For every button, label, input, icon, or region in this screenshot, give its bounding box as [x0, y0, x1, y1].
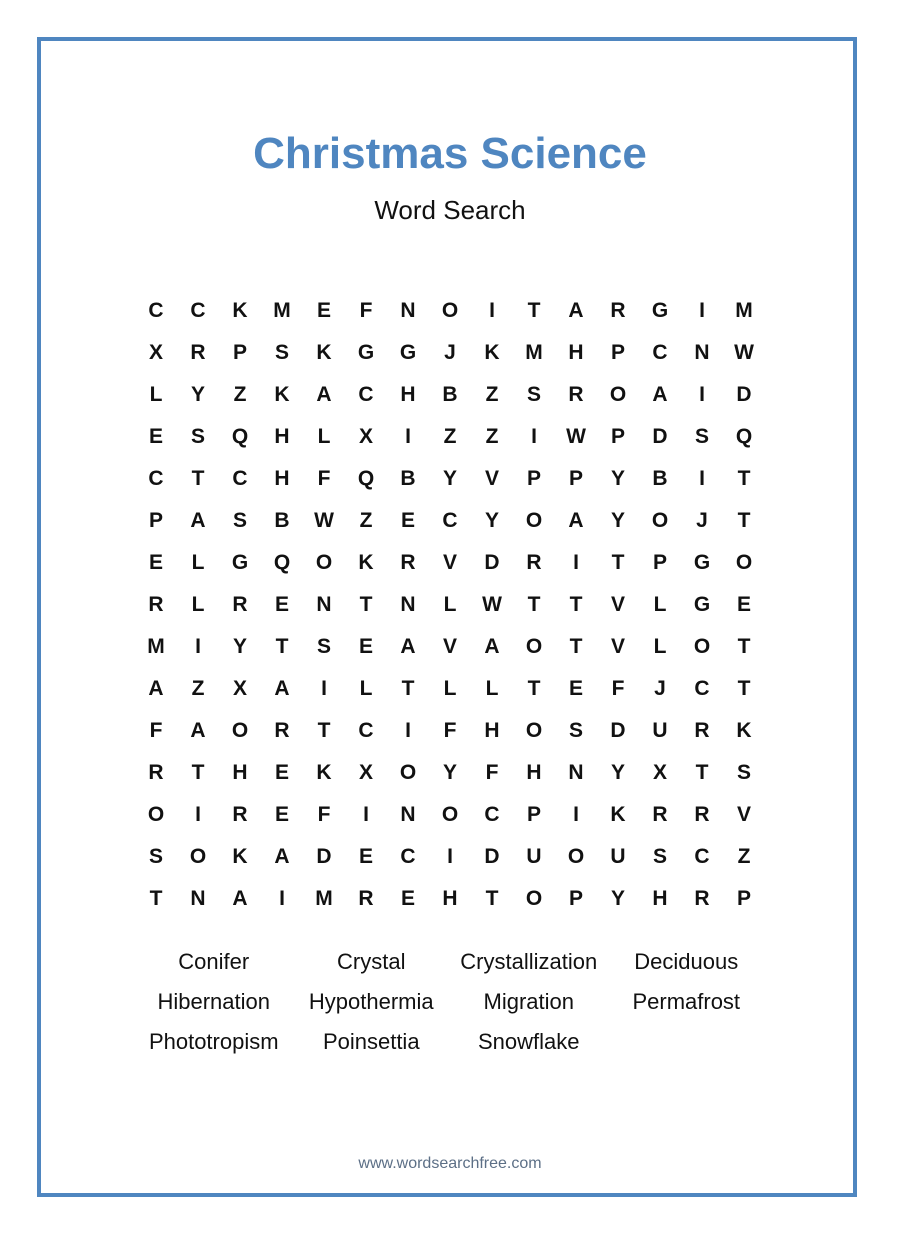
grid-cell[interactable]: S [652, 845, 667, 868]
grid-cell[interactable]: K [316, 761, 332, 784]
grid-cell[interactable]: H [274, 425, 290, 448]
grid-cell[interactable]: P [148, 509, 163, 532]
grid-cell[interactable]: Y [442, 467, 457, 490]
grid-cell[interactable]: P [610, 425, 625, 448]
grid-cell[interactable]: E [400, 509, 415, 532]
grid-cell[interactable]: R [190, 341, 206, 364]
grid-cell[interactable]: Y [442, 761, 457, 784]
grid-cell[interactable]: E [274, 761, 289, 784]
grid-cell[interactable]: O [567, 845, 585, 868]
grid-cell[interactable]: I [699, 299, 705, 322]
grid-cell[interactable]: F [443, 719, 457, 742]
grid-row [135, 668, 765, 710]
grid-cell[interactable]: N [400, 299, 416, 322]
grid-cell[interactable]: A [400, 635, 416, 658]
grid-cell[interactable]: S [316, 635, 331, 658]
grid-cell[interactable]: C [442, 509, 458, 532]
grid-cell[interactable]: M [147, 635, 165, 658]
grid-cell[interactable]: P [526, 803, 541, 826]
grid-cell[interactable]: B [274, 509, 290, 532]
grid-cell[interactable]: C [694, 677, 710, 700]
word-list-item: Deciduous [634, 949, 739, 974]
grid-cell[interactable]: T [191, 761, 205, 784]
grid-cell[interactable]: C [148, 299, 164, 322]
word-list-row [135, 1022, 765, 1062]
grid-cell[interactable]: C [484, 803, 500, 826]
grid-cell[interactable]: I [279, 887, 285, 910]
grid-cell[interactable]: T [611, 551, 625, 574]
grid-cell[interactable]: T [527, 299, 541, 322]
grid-cell[interactable]: T [275, 635, 289, 658]
grid-cell[interactable]: P [568, 887, 583, 910]
grid-cell[interactable]: I [405, 425, 411, 448]
grid-cell[interactable]: C [400, 845, 416, 868]
grid-cell[interactable]: M [315, 887, 333, 910]
grid-cell[interactable]: B [652, 467, 668, 490]
grid-cell[interactable]: P [568, 467, 583, 490]
grid-cell[interactable]: Z [443, 425, 457, 448]
grid-cell[interactable]: T [737, 467, 751, 490]
grid-cell[interactable]: Y [610, 509, 625, 532]
grid-cell[interactable]: R [694, 719, 710, 742]
grid-cell[interactable]: K [736, 719, 752, 742]
grid-cell[interactable]: L [359, 677, 373, 700]
grid-cell[interactable]: B [400, 467, 416, 490]
grid-cell[interactable]: H [274, 467, 290, 490]
grid-cell[interactable]: N [316, 593, 332, 616]
grid-cell[interactable]: S [232, 509, 247, 532]
grid-cell[interactable]: Z [191, 677, 205, 700]
grid-cell[interactable]: R [232, 593, 248, 616]
grid-cell[interactable]: W [482, 593, 502, 616]
grid-row [135, 584, 765, 626]
grid-cell[interactable]: W [734, 341, 754, 364]
grid-cell[interactable]: O [609, 383, 627, 406]
grid-cell[interactable]: Z [737, 845, 751, 868]
grid-cell[interactable]: R [148, 761, 164, 784]
grid-cell[interactable]: O [189, 845, 207, 868]
grid-cell[interactable]: A [568, 509, 584, 532]
grid-cell[interactable]: V [442, 551, 457, 574]
grid-cell[interactable]: O [693, 635, 711, 658]
grid-cell[interactable]: L [443, 677, 457, 700]
grid-cell[interactable]: A [148, 677, 164, 700]
grid-cell[interactable]: R [400, 551, 416, 574]
grid-cell[interactable]: Z [233, 383, 247, 406]
grid-cell[interactable]: F [317, 803, 331, 826]
grid-cell[interactable]: V [442, 635, 457, 658]
grid-cell[interactable]: P [526, 467, 541, 490]
grid-cell[interactable]: G [357, 341, 375, 364]
grid-cell[interactable]: Y [610, 887, 625, 910]
grid-row [135, 374, 765, 416]
grid-cell[interactable]: J [696, 509, 708, 532]
grid-cell[interactable]: R [610, 299, 626, 322]
grid-cell[interactable]: M [273, 299, 291, 322]
grid-cell[interactable]: I [573, 803, 579, 826]
page-title: Christmas Science [253, 129, 647, 178]
grid-cell[interactable]: D [316, 845, 332, 868]
grid-cell[interactable]: V [610, 593, 625, 616]
grid-cell[interactable]: I [447, 845, 453, 868]
grid-cell[interactable]: H [232, 761, 248, 784]
grid-cell[interactable]: O [441, 803, 459, 826]
grid-cell[interactable]: W [566, 425, 586, 448]
grid-cell[interactable]: O [441, 299, 459, 322]
word-list-item: Poinsettia [322, 1029, 420, 1054]
grid-cell[interactable]: L [443, 593, 457, 616]
grid-cell[interactable]: Q [357, 467, 375, 490]
grid-row [135, 710, 765, 752]
grid-cell[interactable]: U [652, 719, 668, 742]
word-list [135, 942, 765, 1062]
grid-cell[interactable]: L [191, 551, 205, 574]
grid-row [135, 626, 765, 668]
grid-cell[interactable]: K [358, 551, 374, 574]
word-list-item: Crystal [337, 949, 406, 974]
grid-cell[interactable]: T [737, 509, 751, 532]
grid-cell[interactable]: E [358, 845, 373, 868]
grid-cell[interactable]: Z [359, 509, 373, 532]
footer-url: www.wordsearchfree.com [358, 1155, 542, 1172]
grid-cell[interactable]: E [736, 593, 751, 616]
page-subtitle: Word Search [374, 195, 526, 225]
grid-cell[interactable]: I [573, 551, 579, 574]
grid-cell[interactable]: J [444, 341, 456, 364]
grid-cell[interactable]: A [232, 887, 248, 910]
grid-cell[interactable]: K [610, 803, 626, 826]
grid-cell[interactable]: R [232, 803, 248, 826]
grid-cell[interactable]: P [736, 887, 751, 910]
grid-cell[interactable]: O [651, 509, 669, 532]
grid-cell[interactable]: E [148, 551, 163, 574]
grid-row [135, 416, 765, 458]
grid-cell[interactable]: D [484, 551, 500, 574]
word-list-item: Hibernation [157, 989, 270, 1014]
grid-cell[interactable]: C [358, 719, 374, 742]
word-list-item: Snowflake [477, 1029, 580, 1054]
grid-cell[interactable]: F [149, 719, 163, 742]
grid-cell[interactable]: E [274, 593, 289, 616]
grid-cell[interactable]: T [737, 677, 751, 700]
grid-row [135, 500, 765, 542]
grid-cell[interactable]: H [442, 887, 458, 910]
grid-cell[interactable]: N [190, 887, 206, 910]
grid-cell[interactable]: L [653, 635, 667, 658]
grid-cell[interactable]: A [316, 383, 332, 406]
grid-cell[interactable]: N [400, 803, 416, 826]
grid-cell[interactable]: O [525, 509, 543, 532]
grid-cell[interactable]: S [148, 845, 163, 868]
grid-cell[interactable]: D [484, 845, 500, 868]
grid-row [135, 458, 765, 500]
grid-cell[interactable]: A [274, 845, 290, 868]
grid-cell[interactable]: K [316, 341, 332, 364]
grid-cell[interactable]: H [484, 719, 500, 742]
grid-cell[interactable]: J [654, 677, 666, 700]
grid-cell[interactable]: I [195, 635, 201, 658]
grid-cell[interactable]: E [316, 299, 331, 322]
grid-cell[interactable]: M [525, 341, 543, 364]
word-list-item: Permafrost [632, 989, 741, 1014]
grid-cell[interactable]: L [317, 425, 331, 448]
grid-cell[interactable]: I [699, 467, 705, 490]
grid-cell[interactable]: I [699, 383, 705, 406]
grid-cell[interactable]: G [693, 551, 711, 574]
grid-cell[interactable]: T [401, 677, 415, 700]
grid-row [135, 542, 765, 584]
grid-cell[interactable]: C [358, 383, 374, 406]
grid-cell[interactable]: B [442, 383, 458, 406]
grid-cell[interactable]: I [195, 803, 201, 826]
grid-cell[interactable]: K [232, 845, 248, 868]
word-list-item: Phototropism [148, 1029, 279, 1054]
grid-cell[interactable]: H [568, 341, 584, 364]
grid-cell[interactable]: K [274, 383, 290, 406]
grid-cell[interactable]: T [149, 887, 163, 910]
grid-cell[interactable]: Y [610, 761, 625, 784]
grid-cell[interactable]: H [526, 761, 542, 784]
grid-cell[interactable]: E [274, 803, 289, 826]
grid-cell[interactable]: R [568, 383, 584, 406]
grid-cell[interactable]: T [527, 593, 541, 616]
grid-row [135, 836, 765, 878]
word-list-item: Hypothermia [308, 989, 434, 1014]
grid-cell[interactable]: S [736, 761, 751, 784]
grid-cell[interactable]: G [693, 593, 711, 616]
grid-cell[interactable]: X [148, 341, 163, 364]
grid-cell[interactable]: Y [190, 383, 205, 406]
grid-cell[interactable]: S [526, 383, 541, 406]
grid-cell[interactable]: H [400, 383, 416, 406]
word-list-item: Crystallization [460, 949, 598, 974]
grid-cell[interactable]: X [358, 761, 373, 784]
grid-cell[interactable]: G [651, 299, 669, 322]
grid-cell[interactable]: R [652, 803, 668, 826]
grid-cell[interactable]: I [321, 677, 327, 700]
grid-cell[interactable]: L [191, 593, 205, 616]
grid-row [135, 794, 765, 836]
grid-cell[interactable]: D [652, 425, 668, 448]
grid-cell[interactable]: S [694, 425, 709, 448]
grid-cell[interactable]: E [400, 887, 415, 910]
grid-cell[interactable]: X [652, 761, 667, 784]
grid-cell[interactable]: N [694, 341, 710, 364]
grid-cell[interactable]: C [148, 467, 164, 490]
grid-cell[interactable]: T [359, 593, 373, 616]
grid-cell[interactable]: A [190, 509, 206, 532]
grid-cell[interactable]: O [231, 719, 249, 742]
grid-cell[interactable]: R [526, 551, 542, 574]
grid-cell[interactable]: F [485, 761, 499, 784]
letter-grid [135, 290, 765, 920]
grid-cell[interactable]: P [610, 341, 625, 364]
grid-cell[interactable]: A [274, 677, 290, 700]
grid-cell[interactable]: Y [484, 509, 499, 532]
grid-cell[interactable]: T [527, 677, 541, 700]
grid-cell[interactable]: F [359, 299, 373, 322]
word-list-item: Migration [483, 989, 574, 1014]
grid-cell[interactable]: E [568, 677, 583, 700]
grid-cell[interactable]: C [232, 467, 248, 490]
grid-cell[interactable]: O [525, 635, 543, 658]
grid-cell[interactable]: F [611, 677, 625, 700]
grid-cell[interactable]: Q [735, 425, 753, 448]
grid-row [135, 878, 765, 920]
grid-cell[interactable]: A [484, 635, 500, 658]
grid-cell[interactable]: T [191, 467, 205, 490]
grid-cell[interactable]: K [232, 299, 248, 322]
grid-cell[interactable]: T [737, 635, 751, 658]
grid-cell[interactable]: R [358, 887, 374, 910]
grid-cell[interactable]: X [232, 677, 247, 700]
grid-cell[interactable]: T [569, 593, 583, 616]
grid-cell[interactable]: T [485, 887, 499, 910]
grid-cell[interactable]: A [190, 719, 206, 742]
grid-cell[interactable]: X [358, 425, 373, 448]
grid-cell[interactable]: R [694, 887, 710, 910]
grid-cell[interactable]: O [147, 803, 165, 826]
grid-cell[interactable]: O [525, 887, 543, 910]
word-list-row [135, 942, 765, 982]
grid-cell[interactable]: D [610, 719, 626, 742]
grid-cell[interactable]: S [568, 719, 583, 742]
grid-cell[interactable]: W [314, 509, 334, 532]
grid-cell[interactable]: L [653, 593, 667, 616]
grid-cell[interactable]: K [484, 341, 500, 364]
grid-cell[interactable]: I [363, 803, 369, 826]
grid-cell[interactable]: G [231, 551, 249, 574]
grid-cell[interactable]: P [652, 551, 667, 574]
grid-cell[interactable]: H [652, 887, 668, 910]
grid-cell[interactable]: M [735, 299, 753, 322]
grid-cell[interactable]: P [232, 341, 247, 364]
grid-cell[interactable]: V [484, 467, 499, 490]
grid-cell[interactable]: R [694, 803, 710, 826]
grid-cell[interactable]: Q [231, 425, 249, 448]
grid-cell[interactable]: O [315, 551, 333, 574]
grid-row [135, 332, 765, 374]
grid-cell[interactable]: C [190, 299, 206, 322]
word-list-row [135, 982, 765, 1022]
grid-cell[interactable]: R [274, 719, 290, 742]
grid-cell[interactable]: E [358, 635, 373, 658]
grid-cell[interactable]: C [694, 845, 710, 868]
grid-cell[interactable]: O [735, 551, 753, 574]
grid-cell[interactable]: D [736, 383, 752, 406]
grid-cell[interactable]: S [274, 341, 289, 364]
grid-cell[interactable]: L [485, 677, 499, 700]
grid-cell[interactable]: Z [485, 383, 499, 406]
grid-cell[interactable]: U [610, 845, 626, 868]
grid-cell[interactable]: Y [610, 467, 625, 490]
grid-cell[interactable]: O [525, 719, 543, 742]
grid-cell[interactable]: N [400, 593, 416, 616]
grid-cell[interactable]: A [568, 299, 584, 322]
grid-cell[interactable]: U [526, 845, 542, 868]
grid-row [135, 290, 765, 332]
grid-cell[interactable]: Q [273, 551, 291, 574]
grid-cell[interactable]: V [610, 635, 625, 658]
grid-cell[interactable]: I [489, 299, 495, 322]
grid-cell[interactable]: N [568, 761, 584, 784]
grid-cell[interactable]: T [695, 761, 709, 784]
grid-cell[interactable]: I [405, 719, 411, 742]
grid-cell[interactable]: Z [485, 425, 499, 448]
grid-cell[interactable]: T [317, 719, 331, 742]
word-list-item: Conifer [178, 949, 250, 974]
grid-cell[interactable]: G [399, 341, 417, 364]
grid-cell[interactable]: O [399, 761, 417, 784]
grid-cell[interactable]: S [190, 425, 205, 448]
grid-cell[interactable]: I [531, 425, 537, 448]
grid-cell[interactable]: V [736, 803, 751, 826]
grid-cell[interactable]: R [148, 593, 164, 616]
grid-cell[interactable]: T [569, 635, 583, 658]
grid-row [135, 752, 765, 794]
grid-cell[interactable]: F [317, 467, 331, 490]
grid-cell[interactable]: E [148, 425, 163, 448]
grid-cell[interactable]: A [652, 383, 668, 406]
grid-cell[interactable]: L [149, 383, 163, 406]
grid-cell[interactable]: Y [232, 635, 247, 658]
grid-cell[interactable]: C [652, 341, 668, 364]
